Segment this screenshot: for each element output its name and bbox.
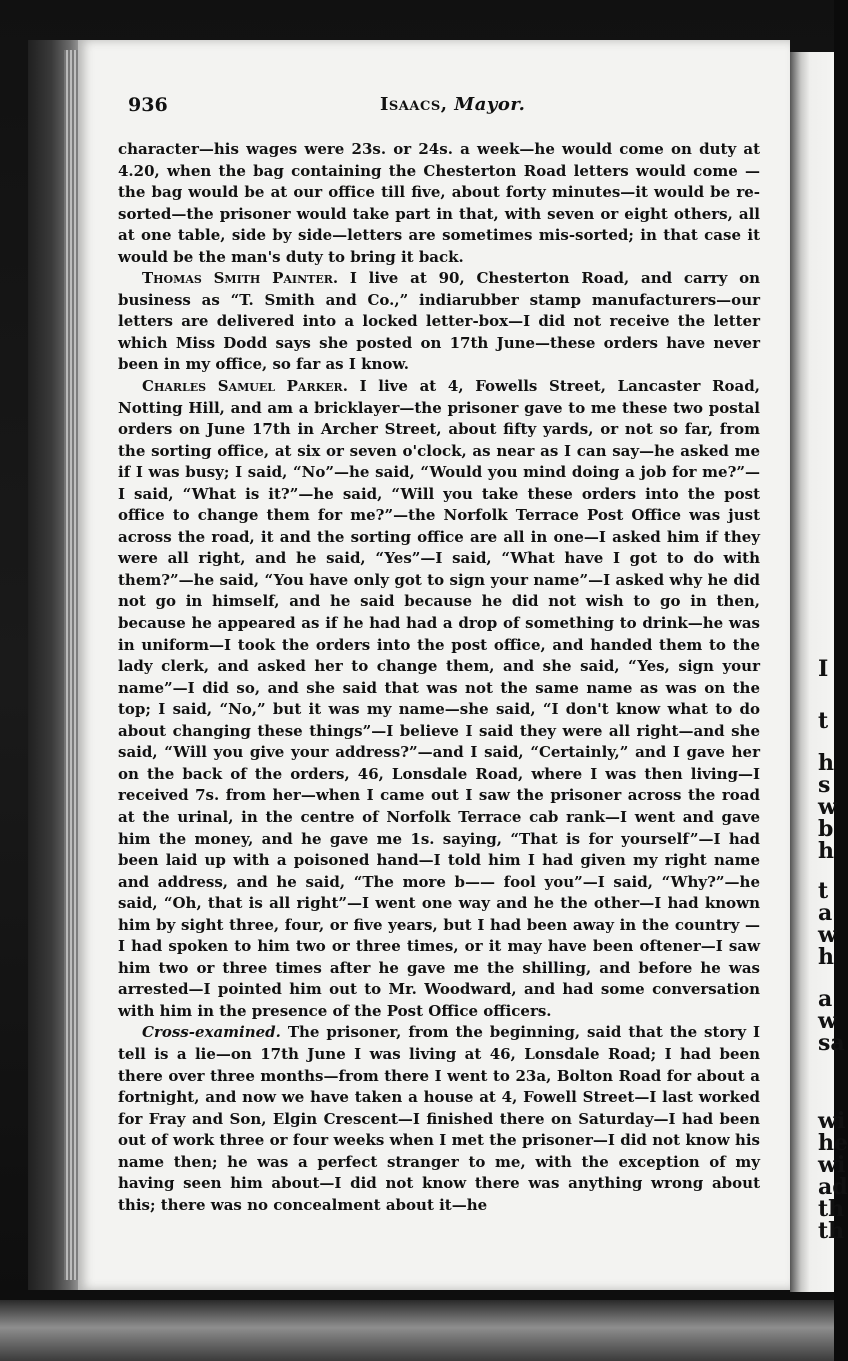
right-fragment: w (818, 922, 837, 948)
right-fragment: h (818, 750, 834, 776)
cross-examined-label: Cross-examined. (142, 1023, 281, 1042)
page-number: 936 (128, 94, 168, 116)
right-fragment: h (818, 944, 834, 970)
right-fragment: b (818, 816, 834, 842)
right-fragment: w (818, 794, 837, 820)
page-header (128, 94, 758, 124)
right-fragment: sa (818, 1030, 845, 1056)
right-fragment: t (818, 878, 829, 904)
page-edges (64, 50, 78, 1280)
paragraph-text: character—his wages were 23s. or 24s. a week—he would come on duty at 4.20, when the bag containing the Chesterton Road letters would come —the bag would be at our office till five, about forty minutes—it would be re-sorted—the prisoner would take part in that, with seven or eight others, all at one table, side by side—letters are sometimes mis-sorted; in that case it would be the man's duty to bring it back. (118, 140, 760, 266)
paragraph (118, 1022, 760, 1216)
body-text (118, 139, 760, 1216)
paragraph (118, 376, 760, 1022)
running-head-name: Isaacs, (380, 94, 448, 115)
right-fragment: th (818, 1218, 845, 1244)
paragraph (118, 139, 760, 268)
paragraph-text: I live at 90, Chesterton Road, and carry on business as “T. Smith and Co.,” indiarubber stamp manufacturers—our letters are delivered into a locked letter-box—I did not receive the letter which Miss Dodd says she posted on 17th June—these orders have never been in my office, so far as I know. (118, 269, 761, 374)
right-fragment: s (818, 772, 831, 798)
speaker-name: Thomas Smith Painter. (142, 269, 339, 288)
speaker-name: Charles Samuel Parker. (142, 377, 348, 396)
paragraph (118, 268, 760, 376)
paragraph-text: The prisoner, from the beginning, said that the story I tell is a lie—on 17th June I was living at 46, Lonsdale Road; I had been there over three months—from there I went to 23a, Bolton Road for about a fortnight, and now we have taken a house at 4, Fowell Street—I last worked for Fray and Son, Elgin Crescent—I finished there on Saturday—I had been out of work three or four weeks when I met the prisoner—I did not know his name then; he was a perfect stranger to me, with the exception of my having seen him about—I did not know there was anything wrong about this; there was no concealment about it—he (118, 1023, 760, 1214)
right-fragment: ad (818, 1174, 848, 1200)
right-fragment: I (818, 656, 829, 682)
right-fragment: wi (818, 1152, 846, 1178)
right-fragment: a (818, 986, 833, 1012)
right-fragment: h (818, 838, 834, 864)
right-fragment: w (818, 1008, 837, 1034)
right-fragment: th (818, 1196, 845, 1222)
right-fragment: he (818, 1130, 848, 1156)
right-fragment: wi (818, 1108, 846, 1134)
paragraph-text: I live at 4, Fowells Street, Lancaster Road, Notting Hill, and am a bricklayer—the prisoner gave to me these two postal orders on June 17th in Archer Street, about fifty yards, or not so far, from the sorting office, at six or seven o'clock, as near as I can say—he asked me if I was busy; I said, “No”—he said, “Would you mind doing a job for me?”—I said, “What is it?”—he said, “Will you take these orders into the post office to change them for me?”—the Norfolk Terrace Post Office was just across the road, it and the sorting office are all in one—I asked him if they were all right, and he said, “Yes”—I said, “What have I got to do with them?”—he said, “You have only got to sign your name”—I asked why he did not go in himself, and he said because he did not wish to go in then, because he appeared as if he had had a drop of something to drink—he was in uniform—I took the orders into the post office, and handed them to the lady clerk, and asked her to change them, and she said, “Yes, sign your name”—I did so, and she said that was not the same name as was on the top; I said, “No,” but it was my name—she said, “I don't know what to do about changing these things”—I believe I said they were all right—and she said, “Will you give your address?”—and I said, “Certainly,” and I gave her on the back of the orders, 46, Lonsdale Road, where I was then living—I received 7s. from her—when I came out I saw the prisoner across the road at the urinal, in the centre of Norfolk Terrace cab rank—I went and gave him the money, and he gave me 1s. saying, “That is for yourself”—I had been laid up with a poisoned hand—I told him I had given my right name and address, and he said, “The more b—— fool you”—I said, “Why?”—he said, “Oh, that is all right”—I went one way and he the other—I had known him by sight three, four, or five years, but I had been away in the country —I had spoken to him two or three times, or it may have been oftener—I saw him two or three times after he gave me the shilling, and before he was arrested—I pointed him out to Mr. Woodward, and had some conversation with him in the presence of the Post Office officers. (118, 377, 760, 1020)
bottom-edge (0, 1300, 834, 1361)
right-fragment: t (818, 708, 829, 734)
right-fragment: a (818, 900, 833, 926)
running-head (380, 94, 525, 115)
running-head-title: Mayor. (454, 94, 526, 115)
